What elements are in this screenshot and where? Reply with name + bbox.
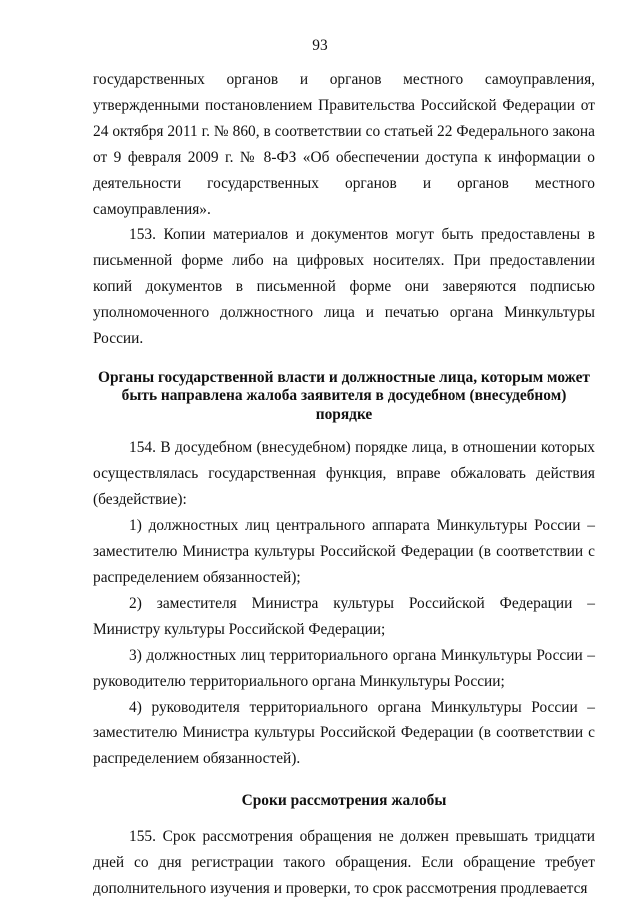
spacer bbox=[93, 424, 595, 435]
list-item-3: 3) должностных лиц территориального органа Минкультуры России – руководителю территориального органа Минкультуры России; bbox=[93, 646, 595, 690]
spacer bbox=[93, 813, 595, 824]
spacer bbox=[93, 772, 595, 789]
list-item-1: 1) должностных лиц центрального аппарата Минкультуры России – заместителю Министра культуры Российской Федерации (в соответствии с распределением обязанностей); bbox=[93, 517, 595, 586]
list-item-4: 4) руководителя территориального органа Минкультуры России – заместителю Министра культуры Российской Федерации (в соответствии с распределением обязанностей). bbox=[93, 698, 595, 768]
spacer bbox=[93, 352, 595, 369]
list-item-2: 2) заместителя Министра культуры Российской Федерации – Министру культуры Российской Федерации; bbox=[93, 594, 595, 638]
document-body bbox=[93, 67, 595, 902]
paragraph-153: 153. Копии материалов и документов могут быть предоставлены в письменной форме либо на цифровых носителях. При предоставлении копий документов в письменной форме они заверяются подписью уполномоченного должностного лица и печатью органа Минкультуры России. bbox=[93, 226, 595, 348]
paragraph-continuation: государственных органов и органов местного самоуправления, утвержденными постановлением Правительства Российской Федерации от 24 октября 2011 г. № 860, в соответствии со статьей 22 Федерального закона от 9 февраля 2009 г. № 8-ФЗ «Об обеспечении доступа к информации о деятельности государственных органов и органов местного самоуправления». bbox=[93, 71, 595, 218]
section-heading-complaint-bodies: Органы государственной власти и должностные лица, которым может быть направлена жалоба заявителя в досудебном (внесудебном) порядке bbox=[98, 368, 590, 423]
section-heading-review-terms: Сроки рассмотрения жалобы bbox=[241, 792, 447, 810]
paragraph-155: 155. Срок рассмотрения обращения не должен превышать тридцати дней со дня регистрации такого обращения. Если обращение требует дополнительного изучения и проверки, то срок рассмотрения продлевается bbox=[93, 828, 595, 898]
page-number: 93 bbox=[312, 37, 328, 54]
paragraph-154: 154. В досудебном (внесудебном) порядке лица, в отношении которых осуществлялась государственная функция, вправе обжаловать действия (бездействие): bbox=[93, 439, 595, 509]
